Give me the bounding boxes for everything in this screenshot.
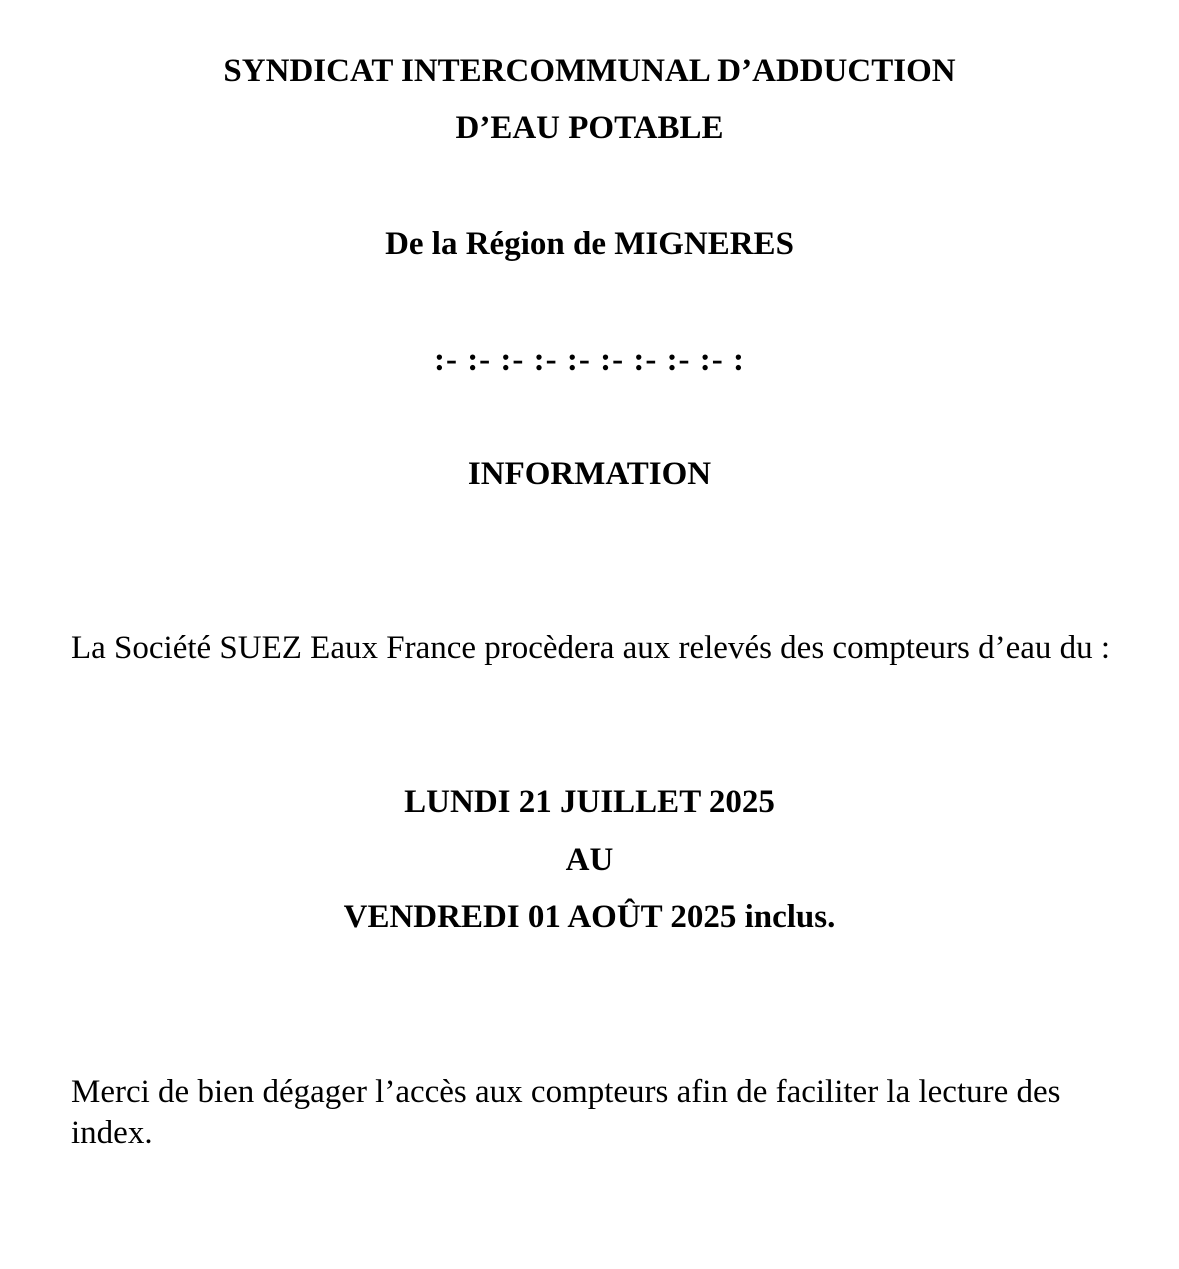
- title-line-1: SYNDICAT INTERCOMMUNAL D’ADDUCTION: [223, 53, 956, 89]
- separator-line: :- :- :- :- :- :- :- :- :- :: [433, 342, 746, 378]
- region-subtitle: De la Région de MIGNERES: [385, 226, 794, 262]
- period-end-date: VENDREDI 01 AOÛT 2025 inclus.: [343, 899, 836, 935]
- period-connector: AU: [565, 842, 614, 878]
- intro-paragraph: La Société SUEZ Eaux France procèdera aux relevés des compteurs d’eau du :: [71, 630, 1111, 666]
- title-line-2: D’EAU POTABLE: [455, 110, 724, 146]
- closing-paragraph: Merci de bien dégager l’accès aux compteurs afin de faciliter la lecture des index.: [71, 1074, 1061, 1151]
- period-start-date: LUNDI 21 JUILLET 2025: [404, 784, 775, 820]
- information-heading: INFORMATION: [467, 456, 712, 492]
